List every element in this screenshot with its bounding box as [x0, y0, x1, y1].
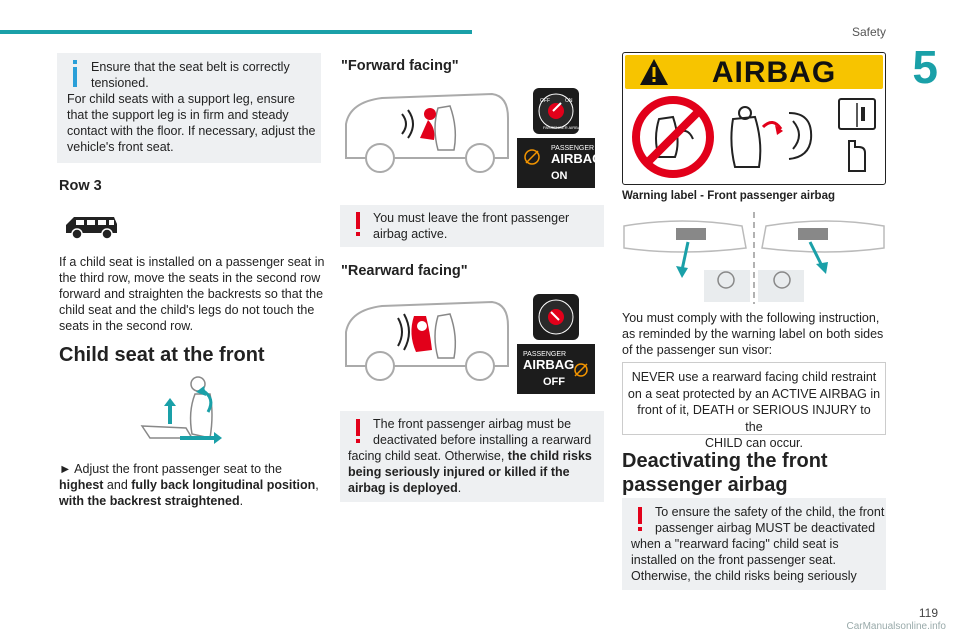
comply-text-2: as reminded by the warning label on both sides	[622, 327, 884, 341]
forward-heading: "Forward facing"	[341, 58, 459, 74]
forward-car-diagram	[342, 88, 512, 184]
quote-line-2: on a seat protected by an ACTIVE AIRBAG in	[627, 386, 881, 401]
rearward-warning-5	[348, 480, 461, 497]
info-icon	[73, 67, 77, 87]
rearward-warning-3a: facing child seat. Otherwise,	[348, 449, 508, 463]
adjust-line-3	[59, 493, 243, 510]
info-line-1: Ensure that the seat belt is correctly	[91, 60, 290, 74]
deactivate-heading-1: Deactivating the front	[622, 450, 828, 472]
deactivate-heading-2: passenger airbag	[622, 474, 788, 496]
adjust-backrest: with the backrest straightened	[59, 494, 240, 508]
quote-line-1: NEVER use a rearward facing child restraint	[631, 370, 877, 384]
on-label-passenger: PASSENGER	[551, 145, 595, 152]
comply-text-3: of the passenger sun visor:	[622, 343, 773, 357]
airbag-switch-on-icon	[533, 88, 584, 134]
row3-text-4: child seat and the child's legs do not touch the	[59, 303, 315, 317]
deactivate-warning-1: To ensure the safety of the child, the front	[655, 505, 885, 519]
info-line-2: tensioned.	[91, 76, 149, 90]
info-para-4: vehicle's front seat.	[67, 140, 174, 154]
seat-airbag-icon	[723, 99, 823, 175]
page-number: 119	[918, 606, 938, 620]
header-accent-bar	[0, 30, 472, 34]
row3-text-2: the third row, move the seats in the second row	[59, 271, 321, 285]
deactivate-warning-3: when a "rearward facing" child seat is	[631, 537, 839, 551]
adjust-position: fully back longitudinal position	[131, 478, 316, 492]
watermark: CarManualsonline.info	[846, 621, 946, 632]
minivan-icon	[62, 212, 120, 242]
airbag-sign-text: AIRBAG	[711, 56, 837, 89]
adjust-period: .	[239, 494, 244, 508]
row3-heading: Row 3	[59, 178, 102, 194]
on-label-airbag: AIRBAG	[551, 151, 603, 166]
quote-line-3: front of it, DEATH or SERIOUS INJURY to the	[637, 403, 871, 434]
seat-adjust-diagram	[140, 376, 230, 448]
airbag-sign-banner	[625, 55, 883, 89]
deactivate-warning-4: installed on the front passenger seat.	[631, 553, 836, 567]
warning-quote-box	[622, 362, 886, 450]
warning-icon	[356, 212, 360, 229]
off-label-state: OFF	[543, 376, 565, 388]
adjust-and: and	[103, 478, 132, 492]
forward-warning-1: You must leave the front passenger	[373, 211, 570, 225]
rearward-warning-2: deactivated before installing a rearward	[373, 433, 592, 447]
deactivate-warning-5: Otherwise, the child risks being seriously	[631, 569, 857, 583]
rearward-warning-1: The front passenger airbag must be	[373, 417, 572, 431]
forward-warning-2: airbag active.	[373, 227, 448, 241]
row3-text-1: If a child seat is installed on a passenger seat in	[59, 255, 325, 269]
switch-off-label: OFF	[540, 98, 550, 104]
warning-icon	[638, 507, 642, 524]
rearward-warning-3b: the child risks	[507, 449, 592, 463]
airbag-off-label	[517, 344, 595, 394]
row3-text-3: forward and straighten the backrests so that the	[59, 287, 324, 301]
label-caption: Warning label - Front passenger airbag	[622, 190, 835, 202]
adjust-line-2	[59, 477, 319, 494]
warning-icon	[356, 419, 360, 436]
airbag-deploy-icon	[523, 148, 541, 166]
rearward-heading: "Rearward facing"	[341, 263, 468, 279]
sun-visor-diagram	[622, 208, 886, 304]
on-label-state: ON	[551, 170, 568, 182]
chapter-number: 5	[912, 41, 938, 93]
rearward-warning-3	[348, 448, 592, 465]
off-label-airbag: AIRBAG	[523, 357, 575, 372]
comply-text-1: You must comply with the following instruction,	[622, 311, 880, 325]
section-title: Safety	[851, 25, 886, 39]
deactivate-warning-2: passenger airbag MUST be deactivated	[655, 521, 876, 535]
adjust-comma: ,	[315, 478, 319, 492]
rearward-warning-4: being seriously injured or killed if the	[348, 465, 570, 479]
quote-line-4: CHILD can occur.	[705, 436, 803, 450]
adjust-highest: highest	[59, 478, 104, 492]
airbag-off-indicator-icon	[573, 362, 589, 378]
airbag-on-label	[517, 138, 603, 188]
switch-ring-text: PASSENGER AIRBAG	[543, 125, 584, 130]
info-para-3: contact with the floor. If necessary, adjust the	[67, 124, 316, 138]
airbag-warning-label	[622, 52, 886, 185]
front-heading: Child seat at the front	[59, 344, 265, 366]
adjust-line-1: ► Adjust the front passenger seat to the	[59, 462, 282, 476]
no-child-seat-icon	[631, 95, 715, 179]
info-para-2: that the support leg is in firm and steady	[67, 108, 289, 122]
airbag-switch-off-icon	[533, 294, 579, 340]
off-label-passenger: PASSENGER	[523, 351, 567, 358]
info-para-1: For child seats with a support leg, ensure	[67, 92, 295, 106]
rearward-warning-5b: airbag is deployed	[348, 481, 458, 495]
manual-info-icon	[835, 97, 879, 177]
switch-on-label: ON	[565, 98, 573, 104]
rearward-warning-5t: .	[457, 481, 462, 495]
rearward-car-diagram	[342, 296, 512, 392]
row3-text-5: seats in the second row.	[59, 319, 194, 333]
